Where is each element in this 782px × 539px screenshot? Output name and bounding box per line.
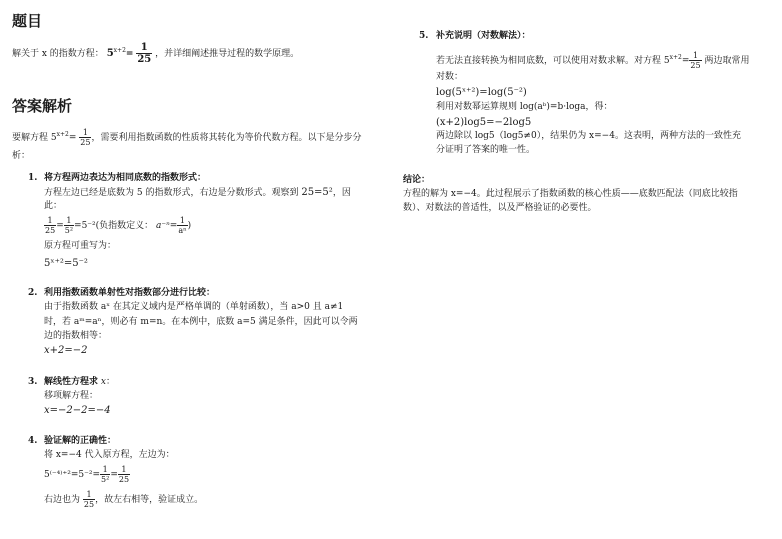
step-5-number: 5. [419, 31, 429, 41]
step-3-title-end: ： [105, 377, 115, 387]
eq-frac-1-den: 25 [45, 226, 56, 235]
step-5-title: 补充说明（对数解法）： [436, 31, 531, 41]
step-4-frac-2-den: 25 [118, 475, 130, 484]
step-4-title: 验证解的正确性： [44, 436, 117, 446]
step-5-line-3: log(5ˣ⁺²)=log(5⁻²) [436, 87, 527, 98]
problem-prefix: 解关于 x 的指数方程： [12, 49, 104, 59]
step-2-line-4: x+2=−2 [44, 345, 88, 356]
eq-sign-1: = [56, 221, 64, 231]
intro-prefix: 要解方程 [12, 133, 49, 143]
step-1-text: 方程左边已经是底数为 5 的指数形式，右边是分数形式。观察到 [44, 188, 299, 198]
intro-exp: x+2 [56, 131, 69, 138]
intro-den: 25 [80, 138, 91, 147]
step-1-title: 将方程两边表达为相同底数的指数形式： [44, 173, 207, 183]
step-5-line-2: 对数： [436, 72, 464, 82]
step-4-frac-1-num: 1 [100, 465, 110, 475]
step-3-title [44, 376, 115, 389]
problem-den: 25 [137, 54, 152, 65]
eq-close: ) [187, 221, 192, 231]
eq-frac-3 [177, 216, 187, 235]
problem-base: 5 [106, 48, 114, 59]
intro-base: 5 [50, 133, 57, 143]
eq-frac-3-den: aⁿ [178, 226, 187, 235]
step-5-fraction [689, 51, 701, 70]
intro-line-2: 析： [12, 151, 31, 161]
conclusion-title: 结论： [403, 175, 431, 185]
step-4-line-1: 将 x=−4 代入原方程，左边为： [44, 450, 175, 460]
step-1-end: ，因 [332, 188, 351, 198]
step-5-line-6: 两边除以 log5（log5≠0），结果仍为 x=−4。这表明，两种方法的一致性充 [436, 131, 741, 141]
step-4-line-3-pre: 右边也为 [44, 495, 81, 505]
problem-exp: x+2 [113, 47, 126, 54]
step-4-frac-1 [100, 465, 110, 484]
step-2-line-2: 时，若 aᵐ=aⁿ，则必有 m=n。在本例中，底数 a=5 满足条件，因此可以令两 [44, 317, 358, 327]
step-5-line-1 [436, 51, 749, 70]
step-2-title: 利用指数函数单射性对指数部分进行比较： [44, 288, 216, 298]
eq-rest: =5⁻²(负指数定义： [74, 221, 154, 231]
step-3-title-text: 解线性方程求 [44, 377, 99, 387]
step-4-line-2 [44, 465, 130, 484]
problem-fraction [136, 42, 152, 65]
intro-line-1 [12, 128, 361, 147]
step-1-equation [44, 216, 191, 235]
step-1-line-2: 此： [44, 201, 63, 211]
step-5-eq: = [681, 56, 690, 66]
step-5-den: 25 [690, 61, 701, 70]
answer-heading: 答案解析 [12, 97, 73, 115]
step-5-text: 若无法直接转换为相同底数，可以使用对数求解。对方程 [436, 56, 662, 66]
eq-frac-1 [44, 216, 56, 235]
step-5-num: 1 [689, 51, 701, 61]
step-3-number: 3. [28, 377, 38, 387]
intro-fraction [79, 128, 91, 147]
step-4-frac-3-num: 1 [83, 490, 95, 500]
eq-frac-2-num: 1 [64, 216, 74, 226]
conclusion-line-1: 方程的解为 x=−4。此过程展示了指数函数的核心性质——底数匹配法（同底比较指 [403, 189, 738, 199]
step-3-line-2: x=−2−2=−4 [44, 405, 111, 416]
step-1-line-4: 5ˣ⁺²=5⁻² [44, 258, 88, 269]
intro-eq: = [68, 133, 77, 143]
step-5-line-4: 利用对数幂运算规则 log(aᵇ)=b·loga，得： [436, 102, 613, 112]
step-1-math: 25=5² [301, 187, 333, 198]
step-3-title-var: x [100, 377, 106, 387]
step-1-line-3: 原方程可重写为： [44, 241, 117, 251]
eq-neg-def: a⁻ⁿ= [156, 221, 178, 231]
problem-num: 1 [136, 42, 152, 54]
step-4-frac-2-num: 1 [118, 465, 130, 475]
step-3-line-1: 移项解方程： [44, 391, 99, 401]
step-1-number: 1. [28, 173, 38, 183]
step-5-exp: x+2 [669, 54, 682, 61]
step-4-frac-1-den: 5² [101, 475, 110, 484]
problem-eq: = [125, 49, 134, 59]
step-4-line-3 [44, 490, 203, 509]
eq-frac-3-num: 1 [177, 216, 187, 226]
step-1-line-1 [44, 186, 351, 200]
step-5-base: 5 [663, 56, 670, 66]
step-4-frac-3-den: 25 [83, 500, 95, 509]
step-2-line-1: 由于指数函数 aˣ 在其定义域内是严格单调的（单射函数），当 a>0 且 a≠1 [44, 302, 344, 312]
step-2-line-3: 边的指数相等： [44, 331, 108, 341]
problem-statement [12, 42, 299, 65]
step-2-number: 2. [28, 288, 38, 298]
problem-suffix: ，并详细阐述推导过程的数学原理。 [155, 49, 300, 59]
eq-frac-2 [64, 216, 74, 235]
conclusion-line-2: 数）、对数法的普适性，以及严格验证的必要性。 [403, 203, 597, 213]
eq-frac-2-den: 5² [64, 226, 74, 235]
step-5-line-5: (x+2)log5=−2log5 [436, 117, 532, 128]
step-4-frac-2 [118, 465, 130, 484]
step-4-expr: 5⁽⁻⁴⁾⁺²=5⁻²= [44, 470, 101, 480]
step-5-line-7: 分证明了答案的唯一性。 [436, 145, 536, 155]
step-5-end: 两边取常用 [704, 56, 750, 66]
step-4-eq: = [110, 470, 118, 480]
title-heading: 题目 [12, 12, 43, 30]
step-4-number: 4. [28, 436, 38, 446]
intro-suffix: ，需要利用指数函数的性质将其转化为等价代数方程。以下是分步分 [91, 133, 362, 143]
step-4-frac-3 [83, 490, 95, 509]
eq-frac-1-num: 1 [44, 216, 56, 226]
step-4-line-3-end: ，故左右相等，验证成立。 [95, 495, 204, 505]
intro-num: 1 [79, 128, 91, 138]
